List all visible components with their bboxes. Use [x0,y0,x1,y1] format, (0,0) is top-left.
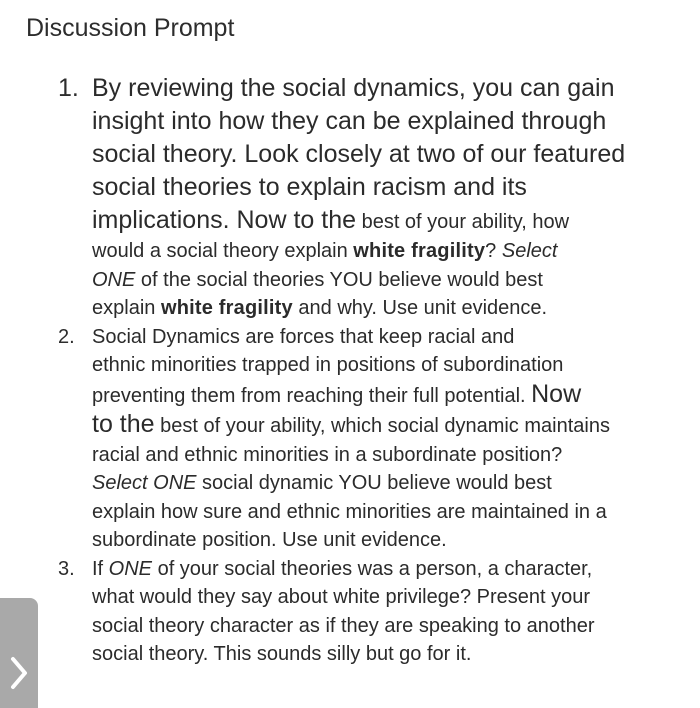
text-run: ? [485,240,502,262]
item-text-line [92,469,688,498]
item-text-line: social theory. Look closely at two of our featured [92,140,626,168]
text-run: social dynamic YOU believe would best [196,472,552,494]
item-text-line [92,237,688,266]
item-text-line: what would they say about white privilege? Present your [92,586,591,608]
emphasis-text: white fragility [160,297,293,319]
emphasis-text: ONE [108,557,153,580]
item-text-line: insight into how they can be explained through [92,107,607,135]
text-run: best of your ability, which social dynamic maintains [154,415,610,437]
list-item [58,555,688,669]
text-run: explain [92,297,161,319]
item-text-line [92,380,688,411]
item-text-line: social theory character as if they are speaking to another [92,614,595,637]
item-text-line [92,294,688,323]
item-number: 3. [58,557,75,580]
item-text-line: By reviewing the social dynamics, you can gain [92,74,615,102]
text-run: implications. Now to the [92,206,357,234]
text-run: preventing them from reaching their full potential. [92,384,532,407]
item-number: 2. [58,325,75,348]
item-text-line: explain how sure and ethnic minorities are maintained in a [92,500,607,523]
list-item [58,323,688,555]
item-text-line [92,204,688,237]
emphasis-text: white fragility [353,240,486,262]
item-text-line [92,555,688,584]
text-run: of your social theories was a person, a character, [152,557,593,580]
item-text-line [92,266,688,295]
item-text-line: subordinate position. Use unit evidence. [92,529,447,551]
text-run: to the [92,410,155,438]
text-run: of the social theories YOU believe would best [135,268,543,291]
list-item [58,72,688,323]
item-text-line: Social Dynamics are forces that keep racial and [92,325,515,348]
next-page-tab[interactable] [0,598,38,708]
prompt-list [58,72,688,669]
emphasis-text: Select ONE [92,472,197,494]
item-text-line: racial and ethnic minorities in a subordinate position? [92,443,563,466]
page-title: Discussion Prompt [26,14,235,42]
item-number: 1. [58,74,79,102]
item-text-line: ethnic minorities trapped in positions of subordination [92,354,564,376]
chevron-right-icon[interactable] [8,656,30,690]
text-run: Now [531,379,582,408]
item-text-line [92,410,688,441]
text-run: and why. Use unit evidence. [292,297,548,319]
text-run: best of your ability, how [356,211,570,233]
item-text-line: social theories to explain racism and its [92,173,527,201]
emphasis-text: ONE [92,268,136,291]
emphasis-text: Select [501,240,558,262]
item-text-line: social theory. This sounds silly but go for it. [92,643,472,665]
text-run: would a social theory explain [92,240,354,262]
text-run: If [92,557,109,580]
